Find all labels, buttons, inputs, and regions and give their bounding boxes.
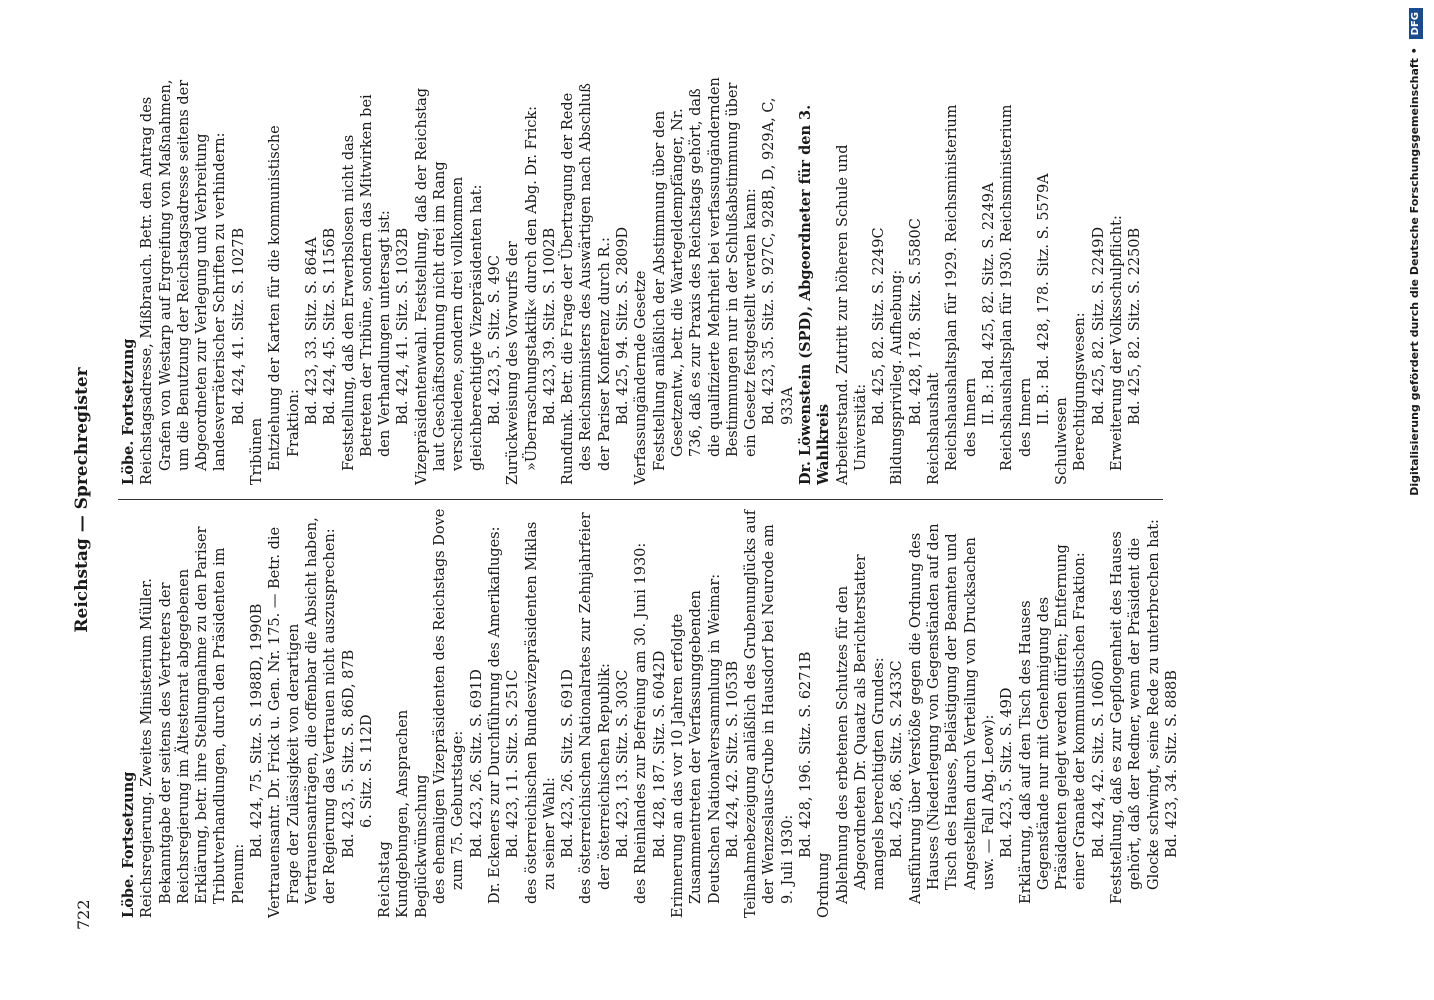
register-entry: Reichshaushalt bbox=[926, 372, 943, 485]
register-entry: Beglückwünschung bbox=[413, 774, 430, 918]
register-entry: Reichstagsadresse, Mißbrauch. Betr. den Antrag des Grafen von Westarp auf Ergreifung von Maßnahmen, um die Benutzung der Reichstagsadresse seitens der Abgeordneten zur Verlegung und Verbreitung landesverräterischer Schriften zu verhindern: bbox=[139, 79, 229, 485]
register-entry: Arbeiterstand. Zutritt zur höheren Schule und Universität: bbox=[834, 144, 869, 485]
register-entry: Bd. 424, 42. Sitz. S. 1053B bbox=[724, 660, 741, 858]
register-entry: Bd. 424, 42. Sitz. S. 1060D bbox=[1090, 659, 1107, 858]
register-entry: Reichsregierung. Zweites Ministerium Müller. Bekanntgabe der seitens des Vertreters der Reichsregierung im Ältestenrat abgegebenen Erklärung, betr. ihre Stellungnahme zu den Pariser Tributverhandlungen, durch den Präsidenten im Plenum: bbox=[139, 526, 247, 918]
register-entry: Bd. 423, 35. Sitz. S. 927C, 928B, D, 929A, C, 933A bbox=[761, 97, 796, 425]
register-entry: Berechtigungswesen: bbox=[1072, 312, 1089, 471]
register-entry: Bd. 425, 82. Sitz. S. 2249D bbox=[1090, 226, 1107, 425]
register-entry: Bd. 425, 82. Sitz. S. 2249C bbox=[871, 227, 888, 425]
register-entry: Feststellung, daß es zur Gepflogenheit des Hauses gehört, daß der Redner, wenn der Präsident die Glocke schwingt, seine Rede zu unterbrechen hat: bbox=[1109, 519, 1162, 904]
dfg-logo: DFG bbox=[1409, 8, 1423, 39]
register-entry: Ablehnung des erbetenen Schutzes für den Abgeordneten Dr. Quaatz als Berichterstatter mangels berechtigten Grundes: bbox=[834, 554, 888, 904]
register-entry: 6. Sitz. S. 112D bbox=[358, 714, 375, 828]
right-column bbox=[120, 75, 1320, 485]
register-entry: Verfassungändernde Gesetze bbox=[633, 270, 650, 485]
register-entry: Erklärung, daß auf den Tisch des Hauses Gegenstände nur mit Genehmigung des Präsidenten gelegt werden dürfen; Entfernung einer Granate der kommunistischen Fraktion: bbox=[1017, 544, 1089, 904]
register-entry: des österreichischen Bundesvizepräsidenten Miklas zu seiner Wahl: bbox=[523, 521, 558, 904]
register-entry: Feststellung anläßlich der Abstimmung über den Gesetzentw., betr. die Wartegeldempfänger, Nr. 736, daß es zur Praxis des Reichstags gehört, daß die qualifizierte Mehrheit bei verfassungändernden Bestimmungen nur in der Schlußabstimmung über ein Gesetz festgestellt werden kann: bbox=[651, 77, 760, 471]
register-entry: Vertrauensantr. Dr. Frick u. Gen. Nr. 175. — Betr. die Frage der Zulässigkeit von derartigen Vertrauensanträgen, die offenbar die Absicht haben, der Regierung das Vertrauen nicht auszusprechen: bbox=[267, 517, 339, 918]
register-entry: Dr. Eckeners zur Durchführung des Amerikafluges: bbox=[486, 526, 503, 904]
register-entry: Bd. 424, 41. Sitz. S. 1032B bbox=[395, 227, 412, 425]
register-entry: des Rheinlandes zur Befreiung am 30. Juni 1930: bbox=[633, 542, 650, 904]
register-entry: Dr. Löwenstein (SPD), Abgeordneter für den 3. Wahlkreis bbox=[796, 104, 833, 485]
page-number: 722 bbox=[74, 899, 93, 930]
register-entry: Bd. 423, 5. Sitz. S. 49C bbox=[486, 255, 503, 425]
register-entry: des ehemaligen Vizepräsidenten des Reichstags Dove zum 75. Geburtstage: bbox=[432, 508, 467, 904]
register-entry: Schulwesen bbox=[1054, 397, 1071, 485]
digitization-credit bbox=[1400, 8, 1430, 992]
register-entry: Bd. 425, 82. Sitz. S. 2250B bbox=[1127, 227, 1144, 425]
register-entry: Bd. 423, 39. Sitz. S. 1002B bbox=[541, 227, 558, 425]
register-entry: Ausführung über Verstöße gegen die Ordnung des Hauses (Niederlegung von Gegenständen auf den Tisch des Hauses, Belästigung der Beamten und Angestellten durch Verteilung von Drucksachen usw. — Fall Abg. Leow): bbox=[907, 523, 997, 904]
register-entry: II. B.: Bd. 428, 178. Sitz. S. 5579A bbox=[1035, 173, 1052, 425]
register-entry: Bd. 424, 75. Sitz. S. 1988D, 1990B bbox=[249, 603, 266, 858]
register-entry: Bd. 425, 86. Sitz. S. 2433C bbox=[889, 660, 906, 858]
register-entry: II. B.: Bd. 425, 82. Sitz. S. 2249A bbox=[980, 182, 997, 425]
register-entry: Bd. 423, 5. Sitz. S. 86D, 87B bbox=[340, 649, 357, 858]
page-header bbox=[72, 70, 102, 930]
column-divider bbox=[118, 499, 1163, 500]
register-entry: Bd. 423, 11. Sitz. S. 251C bbox=[505, 669, 522, 858]
register-entry: Ordnung bbox=[816, 852, 833, 918]
register-entry: Erweiterung der Volksschulpflicht: bbox=[1109, 215, 1126, 471]
page-title: Reichstag — Sprechregister bbox=[72, 367, 92, 633]
register-entry: Erinnerung an das vor 10 Jahren erfolgte Zusammentreten der Verfassunggebenden Deutschen Nationalversammlung in Weimar: bbox=[669, 573, 723, 918]
register-entry: Bd. 428, 196. Sitz. S. 6271B bbox=[797, 651, 814, 858]
register-entry: Bd. 428, 178. Sitz. S. 5580C bbox=[907, 218, 924, 425]
register-entry: Bildungsprivileg. Aufhebung: bbox=[889, 269, 906, 485]
register-entry: Teilnahmebezeigung anläßlich des Grubenunglücks auf der Wenzeslaus-Grube in Hausdorf bei Neurode am 9. Juli 1930: bbox=[743, 509, 796, 918]
register-entry: Bd. 423, 26. Sitz. S. 691D bbox=[468, 669, 485, 858]
register-entry: Reichstag bbox=[377, 840, 394, 918]
register-entry: Rundfunk. Betr. die Frage der Übertragung der Rede des Reichsministers des Auswärtigen nach Abschluß der Pariser Konferenz durch R.: bbox=[560, 83, 613, 485]
register-entry: Bd. 424, 41. Sitz. S. 1027B bbox=[230, 227, 247, 425]
register-entry: Bd. 424, 45. Sitz. S. 1156B bbox=[322, 227, 339, 425]
credit-text: Digitalisierung gefördert durch die Deutsche Forschungsgemeinschaft • bbox=[1408, 47, 1421, 496]
register-entry: Reichshaushaltsplan für 1929. Reichsministerium des Innern bbox=[944, 104, 979, 471]
register-entry: Bd. 425, 94. Sitz. S. 2809D bbox=[615, 226, 632, 425]
register-entry: Bd. 423, 13. Sitz. S. 303C bbox=[615, 669, 632, 858]
register-entry: Bd. 423, 33. Sitz. S. 864A bbox=[303, 237, 320, 425]
register-entry: Bd. 428, 187. Sitz. S. 6042D bbox=[651, 650, 668, 858]
register-entry: Vizepräsidentenwahl. Feststellung, daß der Reichstag laut Geschäftsordnung nicht drei im Rang verschiedene, sondern drei vollkommen gleichberechtigte Vizepräsidenten hat: bbox=[413, 87, 485, 485]
register-entry: Zurückweisung des Vorwurfs der »Überraschungstaktik« durch den Abg. Dr. Frick: bbox=[505, 105, 540, 485]
register-entry: des österreichischen Nationalrates zur Zehnjahrfeier der österreichischen Republik: bbox=[578, 512, 613, 904]
register-entry: Kundgebungen, Ansprachen bbox=[395, 709, 412, 918]
register-entry: Entziehung der Karten für die kommunistische Fraktion: bbox=[267, 125, 302, 471]
register-entry: Bd. 423, 5. Sitz. S. 49D bbox=[999, 687, 1016, 858]
register-entry: Bd. 423, 34. Sitz. S. 888B bbox=[1163, 670, 1180, 858]
left-column bbox=[120, 508, 1320, 918]
register-entry: Löbe. Fortsetzung bbox=[120, 771, 137, 918]
register-entry: Reichshaushaltsplan für 1930. Reichsministerium des Innern bbox=[999, 104, 1034, 471]
register-entry: Feststellung, daß den Erwerbslosen nicht das Betreten der Tribüne, sondern das Mitwirken bei den Verhandlungen untersagt ist: bbox=[340, 94, 394, 471]
register-entry: Löbe. Fortsetzung bbox=[120, 338, 137, 485]
register-entry: Tribünen bbox=[249, 417, 266, 485]
register-entry: Bd. 423, 26. Sitz. S. 691D bbox=[560, 669, 577, 858]
